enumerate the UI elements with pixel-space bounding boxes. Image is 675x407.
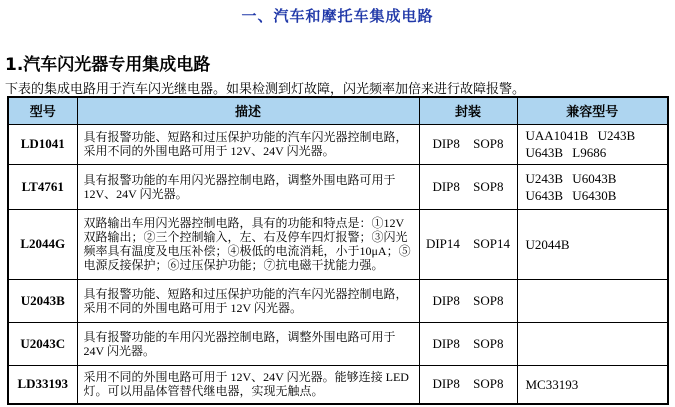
column-header-model: 型号 (8, 97, 77, 124)
model-cell: L2044G (8, 209, 77, 279)
column-header-description: 描述 (77, 97, 419, 124)
table-row (8, 279, 668, 322)
model-cell: LT4761 (8, 164, 77, 209)
column-header-compatible: 兼容型号 (517, 97, 668, 124)
model-cell: LD33193 (8, 365, 77, 404)
compatible-cell: U2044B (517, 209, 668, 279)
description-cell: 双路输出车用闪光器控制电路，具有的功能和特点是：①12V双路输出；②三个控制输入，左、右及停车四灯报警；③闪光频率具有温度及电压补偿；④极低的电流消耗，小于10μA；⑤电源反接保护；⑥过压保护功能；⑦抗电磁干扰能力强。 (77, 209, 419, 279)
column-header-package: 封装 (419, 97, 517, 124)
table-row (8, 209, 668, 279)
intro-paragraph: 下表的集成电路用于汽车闪光继电器。如果检测到灯故障，闪光频率加倍来进行故障报警。 (5, 81, 526, 96)
package-cell: DIP8 SOP8 (419, 124, 517, 164)
description-cell: 具有报警功能的车用闪光器控制电路，调整外围电路可用于 24V 闪光器。 (77, 322, 419, 365)
section-heading: 1.汽车闪光器专用集成电路 (5, 55, 211, 75)
ic-table (7, 96, 669, 405)
package-cell: DIP8 SOP8 (419, 279, 517, 322)
package-cell: DIP8 SOP8 (419, 365, 517, 404)
compatible-cell: UAA1041B U243B U643B L9686 (517, 124, 668, 164)
compatible-cell (517, 322, 668, 365)
model-cell: U2043C (8, 322, 77, 365)
table-row (8, 365, 668, 404)
table-row (8, 124, 668, 164)
package-cell: DIP8 SOP8 (419, 322, 517, 365)
table-row (8, 164, 668, 209)
compatible-cell: U243B U6043B U643B U6430B (517, 164, 668, 209)
model-cell: U2043B (8, 279, 77, 322)
description-cell: 具有报警功能、短路和过压保护功能的汽车闪光器控制电路，采用不同的外围电路可用于 12V 闪光器。 (77, 279, 419, 322)
table-header (8, 97, 668, 124)
model-cell: LD1041 (8, 124, 77, 164)
table-row (8, 322, 668, 365)
description-cell: 具有报警功能的车用闪光器控制电路，调整外围电路可用于 12V、24V 闪光器。 (77, 164, 419, 209)
compatible-cell: MC33193 (517, 365, 668, 404)
description-cell: 具有报警功能、短路和过压保护功能的汽车闪光器控制电路，采用不同的外围电路可用于 12V、24V 闪光器。 (77, 124, 419, 164)
table-header-row (8, 97, 668, 124)
description-cell: 采用不同的外围电路可用于 12V、24V 闪光器。能够连接 LED 灯。可以用晶体管替代继电器，实现无触点。 (77, 365, 419, 404)
table-body (8, 124, 668, 404)
package-cell: DIP8 SOP8 (419, 164, 517, 209)
compatible-cell (517, 279, 668, 322)
package-cell: DIP14 SOP14 (419, 209, 517, 279)
page-title: 一、汽车和摩托车集成电路 (241, 7, 434, 25)
